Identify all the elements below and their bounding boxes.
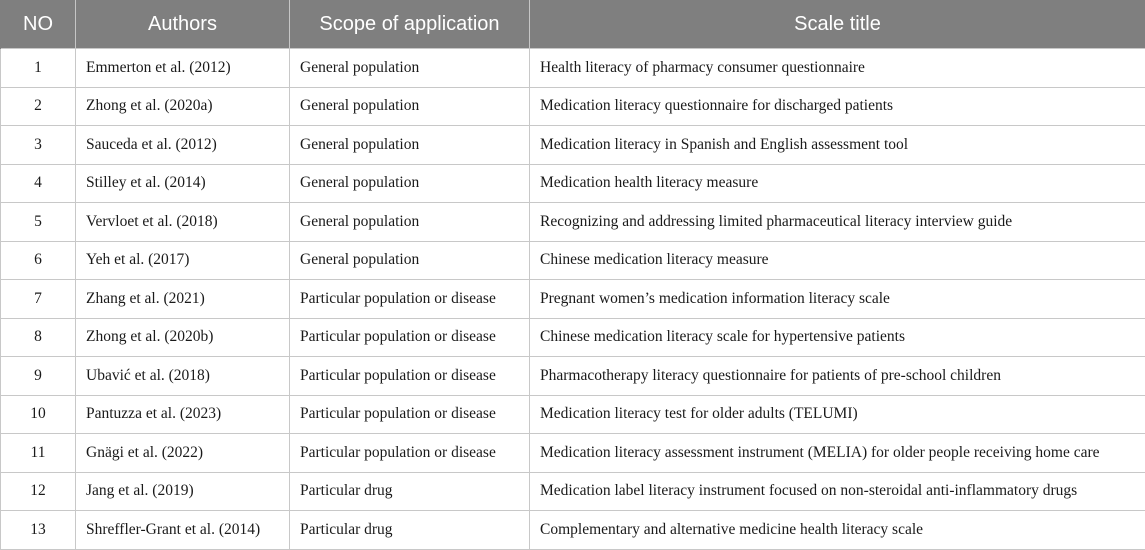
cell-authors: Zhong et al. (2020b) xyxy=(76,318,290,357)
table-body xyxy=(1,49,1145,550)
cell-no: 12 xyxy=(1,472,76,511)
cell-authors: Zhong et al. (2020a) xyxy=(76,87,290,126)
cell-authors: Stilley et al. (2014) xyxy=(76,164,290,203)
table-row xyxy=(1,395,1145,434)
cell-scope: General population xyxy=(290,164,530,203)
cell-no: 6 xyxy=(1,241,76,280)
table-row xyxy=(1,318,1145,357)
cell-scale-title: Chinese medication literacy scale for hypertensive patients xyxy=(530,318,1145,357)
cell-scale-title: Recognizing and addressing limited pharmaceutical literacy interview guide xyxy=(530,203,1145,242)
cell-scope: Particular population or disease xyxy=(290,357,530,396)
cell-scale-title: Chinese medication literacy measure xyxy=(530,241,1145,280)
table-row xyxy=(1,203,1145,242)
cell-scope: General population xyxy=(290,203,530,242)
cell-scale-title: Medication label literacy instrument focused on non-steroidal anti-inflammatory drugs xyxy=(530,472,1145,511)
table-row xyxy=(1,126,1145,165)
cell-no: 2 xyxy=(1,87,76,126)
cell-scope: Particular population or disease xyxy=(290,395,530,434)
cell-scale-title: Medication literacy test for older adults (TELUMI) xyxy=(530,395,1145,434)
cell-scope: Particular population or disease xyxy=(290,434,530,473)
table-row xyxy=(1,434,1145,473)
cell-scale-title: Pharmacotherapy literacy questionnaire for patients of pre-school children xyxy=(530,357,1145,396)
header-authors: Authors xyxy=(76,0,290,49)
cell-scale-title: Medication literacy assessment instrument (MELIA) for older people receiving home care xyxy=(530,434,1145,473)
cell-scale-title: Medication literacy questionnaire for discharged patients xyxy=(530,87,1145,126)
cell-no: 3 xyxy=(1,126,76,165)
table-row xyxy=(1,280,1145,319)
table-row xyxy=(1,357,1145,396)
cell-scope: Particular drug xyxy=(290,472,530,511)
header-no: NO xyxy=(1,0,76,49)
cell-authors: Shreffler-Grant et al. (2014) xyxy=(76,511,290,550)
cell-scale-title: Complementary and alternative medicine health literacy scale xyxy=(530,511,1145,550)
table-row xyxy=(1,164,1145,203)
cell-authors: Pantuzza et al. (2023) xyxy=(76,395,290,434)
cell-scale-title: Health literacy of pharmacy consumer questionnaire xyxy=(530,49,1145,88)
cell-scope: Particular population or disease xyxy=(290,280,530,319)
cell-scope: General population xyxy=(290,87,530,126)
cell-authors: Jang et al. (2019) xyxy=(76,472,290,511)
table-row xyxy=(1,511,1145,550)
cell-scope: General population xyxy=(290,126,530,165)
cell-no: 4 xyxy=(1,164,76,203)
cell-scope: General population xyxy=(290,49,530,88)
table-row xyxy=(1,472,1145,511)
cell-authors: Emmerton et al. (2012) xyxy=(76,49,290,88)
cell-authors: Sauceda et al. (2012) xyxy=(76,126,290,165)
header-scale-title: Scale title xyxy=(530,0,1145,49)
cell-no: 11 xyxy=(1,434,76,473)
cell-no: 10 xyxy=(1,395,76,434)
cell-no: 7 xyxy=(1,280,76,319)
cell-authors: Yeh et al. (2017) xyxy=(76,241,290,280)
cell-no: 1 xyxy=(1,49,76,88)
cell-scale-title: Medication literacy in Spanish and English assessment tool xyxy=(530,126,1145,165)
cell-authors: Zhang et al. (2021) xyxy=(76,280,290,319)
cell-no: 13 xyxy=(1,511,76,550)
cell-authors: Vervloet et al. (2018) xyxy=(76,203,290,242)
table-row xyxy=(1,49,1145,88)
cell-no: 5 xyxy=(1,203,76,242)
cell-no: 8 xyxy=(1,318,76,357)
cell-no: 9 xyxy=(1,357,76,396)
cell-scope: Particular drug xyxy=(290,511,530,550)
cell-authors: Ubavić et al. (2018) xyxy=(76,357,290,396)
cell-scale-title: Pregnant women’s medication information literacy scale xyxy=(530,280,1145,319)
header-row xyxy=(1,0,1145,49)
table-row xyxy=(1,87,1145,126)
table-row xyxy=(1,241,1145,280)
cell-scope: Particular population or disease xyxy=(290,318,530,357)
cell-authors: Gnägi et al. (2022) xyxy=(76,434,290,473)
cell-scale-title: Medication health literacy measure xyxy=(530,164,1145,203)
header-scope: Scope of application xyxy=(290,0,530,49)
cell-scope: General population xyxy=(290,241,530,280)
